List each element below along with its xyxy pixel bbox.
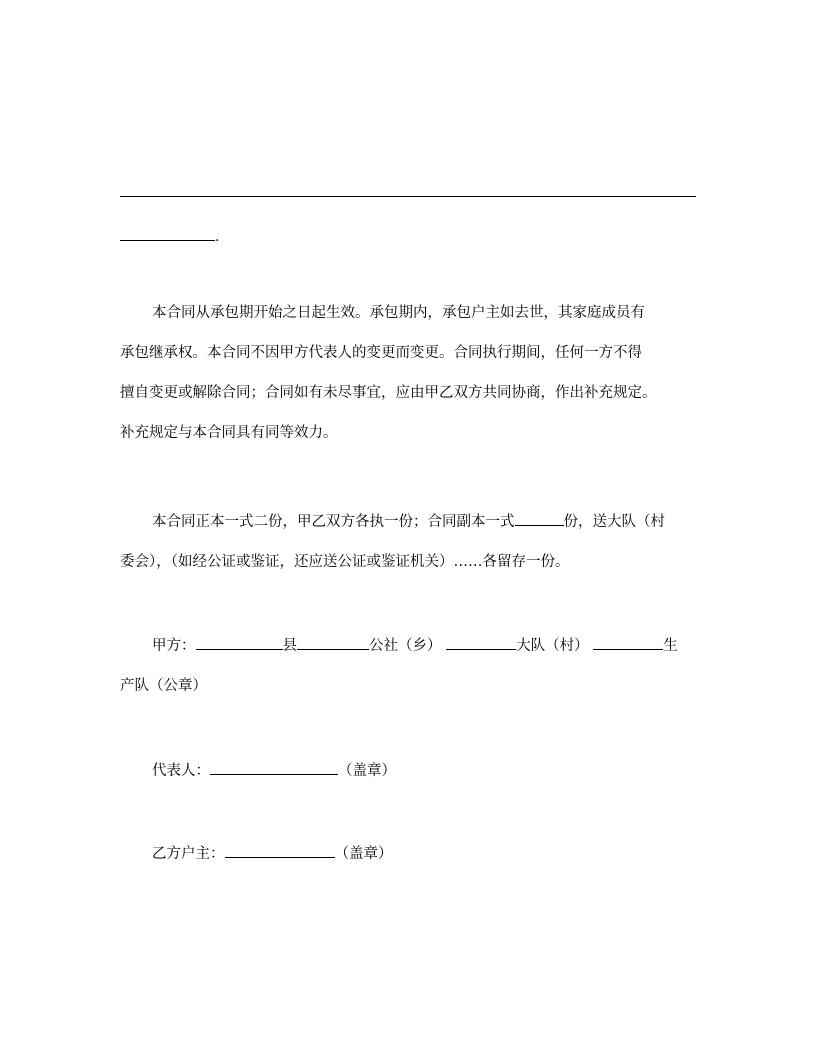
party-b-line	[120, 834, 696, 874]
fill-in-blank[interactable]	[120, 226, 215, 241]
representative-line	[120, 751, 696, 791]
commune-label: 公社（乡）	[369, 638, 442, 654]
team-label-a: 生	[663, 638, 678, 654]
party-a-line-2: 产队（公章）	[120, 678, 207, 694]
terms-paragraph	[120, 293, 696, 453]
representative-blank[interactable]	[210, 760, 338, 775]
copies-text-b: 份，送大队（村	[563, 514, 665, 530]
party-b-seal: （盖章）	[334, 846, 393, 862]
party-b-paragraph	[120, 834, 696, 874]
blank-line-with-period	[120, 226, 219, 245]
copies-line-2: 委会），（如经公证或鉴证，还应送公证或鉴证机关）……各留存一份。	[120, 554, 570, 570]
top-horizontal-rule	[120, 196, 696, 197]
party-a-line-1	[120, 626, 696, 666]
county-blank[interactable]	[196, 635, 283, 650]
county-label: 县	[282, 638, 297, 654]
terms-line-2: 承包继承权。本合同不因甲方代表人的变更而变更。合同执行期间，任何一方不得	[120, 345, 642, 361]
terms-line-4: 补充规定与本合同具有同等效力。	[120, 425, 338, 441]
commune-blank[interactable]	[297, 635, 369, 650]
representative-paragraph	[120, 751, 696, 791]
party-b-label: 乙方户主：	[152, 846, 225, 862]
party-b-blank[interactable]	[225, 843, 335, 858]
copies-line-1	[120, 502, 696, 542]
terms-line-3: 擅自变更或解除合同；合同如有未尽事宜，应由甲乙双方共同协商，作出补充规定。	[120, 385, 657, 401]
terms-line-1: 本合同从承包期开始之日起生效。承包期内，承包户主如去世，其家庭成员有	[152, 305, 645, 321]
team-blank[interactable]	[593, 635, 663, 650]
trailing-period: .	[215, 229, 220, 245]
copies-paragraph	[120, 502, 696, 582]
brigade-blank[interactable]	[446, 635, 516, 650]
copies-text-a: 本合同正本一式二份，甲乙双方各执一份；合同副本一式	[152, 514, 515, 530]
party-a-label: 甲方：	[152, 638, 196, 654]
copies-count-blank[interactable]	[515, 511, 564, 526]
representative-seal: （盖章）	[338, 763, 396, 779]
brigade-label: 大队（村）	[516, 638, 589, 654]
party-a-paragraph	[120, 626, 696, 706]
representative-label: 代表人：	[152, 763, 210, 779]
